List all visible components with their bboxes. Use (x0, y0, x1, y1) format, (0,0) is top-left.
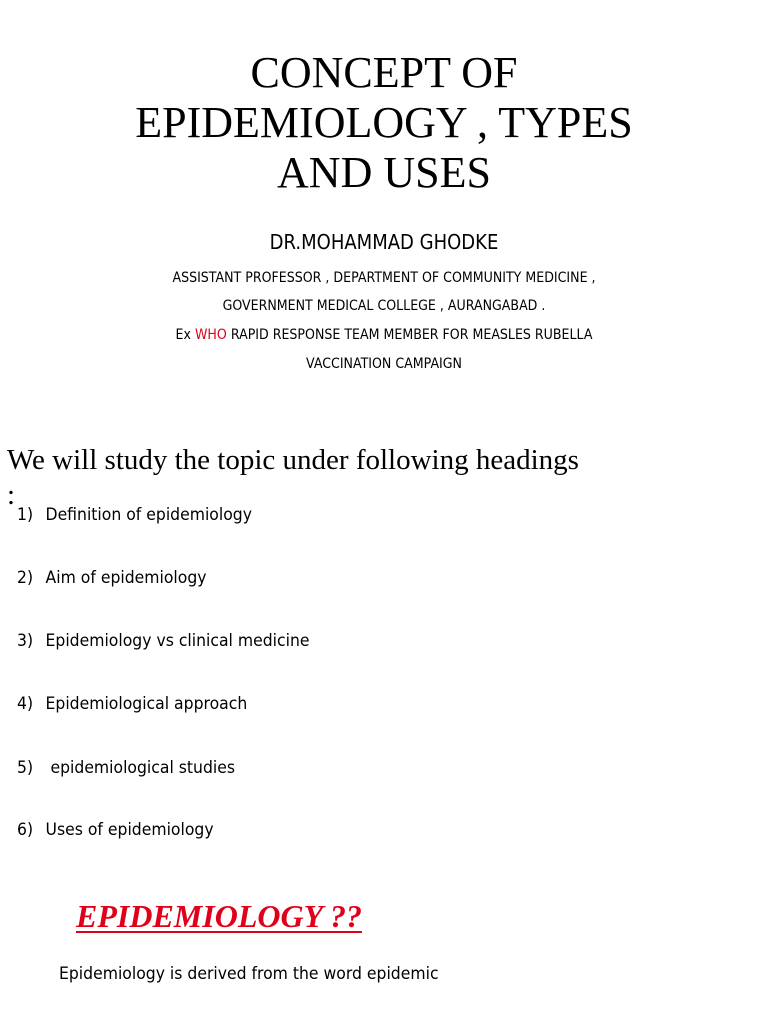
list-item-text: epidemiological studies (45, 758, 236, 778)
title-line-1: CONCEPT OF (250, 48, 518, 97)
list-item-text: Aim of epidemiology (45, 568, 207, 588)
list-item-text: Epidemiology vs clinical medicine (45, 631, 310, 651)
list-item-number: 4) (17, 694, 34, 714)
author-name: DR.MOHAMMAD GHODKE (269, 230, 499, 254)
list-item-number: 2) (17, 568, 34, 588)
list-item-number: 6) (17, 820, 34, 840)
list-item-number: 1) (17, 505, 34, 525)
list-item-text: Uses of epidemiology (45, 820, 214, 840)
list-item (17, 566, 207, 590)
intro-text: We will study the topic under following headings (7, 444, 579, 476)
list-item (17, 629, 309, 653)
affiliation-suffix: RAPID RESPONSE TEAM MEMBER FOR MEASLES RUBELLA (226, 327, 593, 343)
list-item (17, 503, 252, 527)
affiliation-institution: GOVERNMENT MEDICAL COLLEGE , AURANGABAD . (222, 298, 546, 314)
list-item (17, 756, 235, 780)
document-title (60, 48, 708, 198)
title-line-3: AND USES (277, 148, 491, 197)
title-line-2: EPIDEMIOLOGY , TYPES (135, 98, 633, 147)
list-item (17, 818, 214, 842)
affiliation-position: ASSISTANT PROFESSOR , DEPARTMENT OF COMMUNITY MEDICINE , (172, 270, 596, 286)
affiliation-prefix: Ex (175, 327, 195, 343)
affiliation-who-role (38, 325, 729, 345)
list-item-text: Definition of epidemiology (45, 505, 252, 525)
intro-colon: : (7, 479, 16, 511)
who-highlight: WHO (194, 327, 227, 343)
list-item-number: 5) (17, 758, 34, 778)
list-item (17, 692, 247, 716)
section-heading: EPIDEMIOLOGY ?? (76, 898, 362, 934)
list-item-number: 3) (17, 631, 34, 651)
list-item-text: Epidemiological approach (45, 694, 248, 714)
affiliation-campaign: VACCINATION CAMPAIGN (306, 356, 462, 372)
section-body-text: Epidemiology is derived from the word epidemic (59, 964, 439, 984)
